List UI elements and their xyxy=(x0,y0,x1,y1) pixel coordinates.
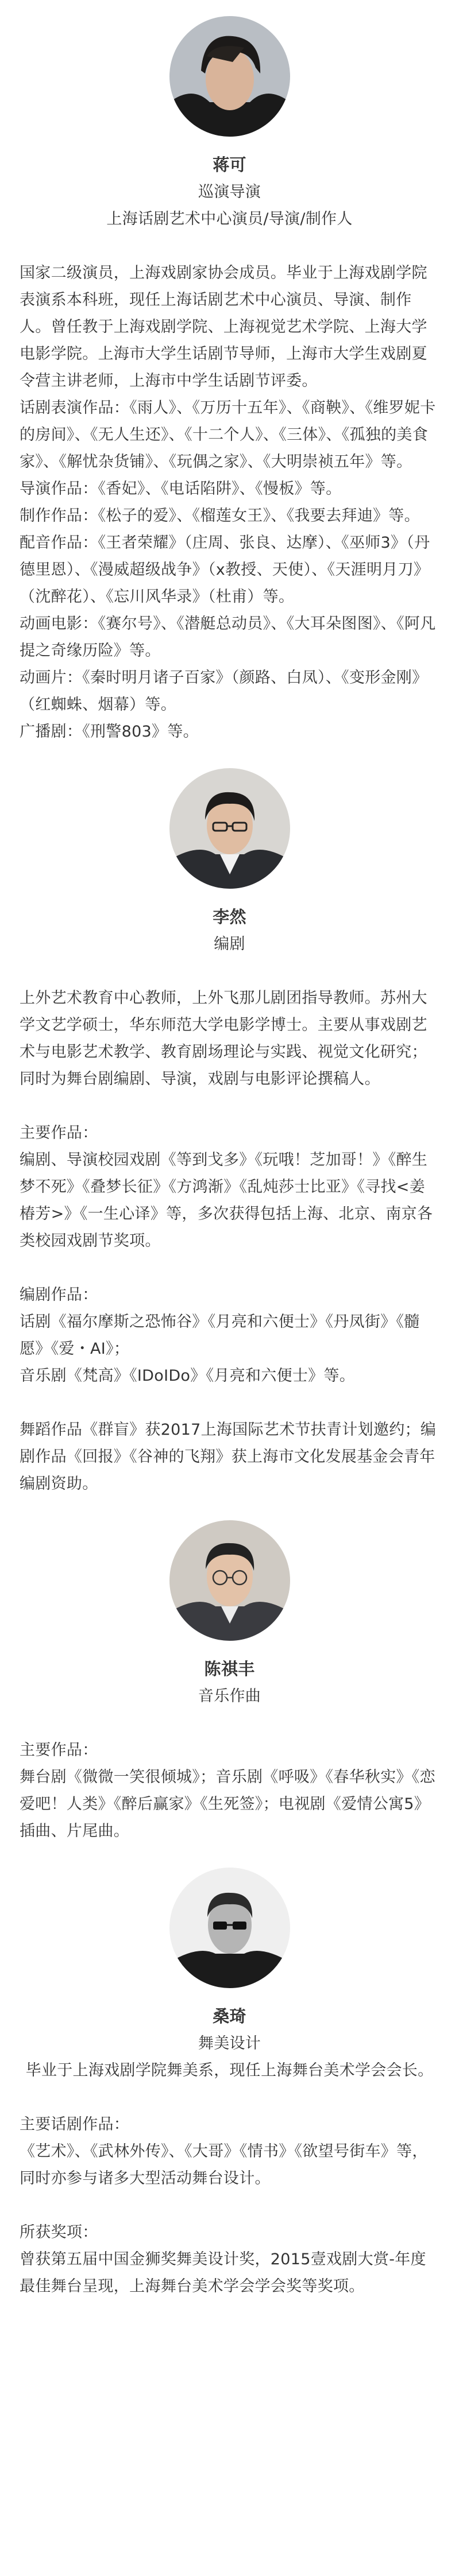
person-name: 桑琦 xyxy=(213,2006,246,2026)
person-role: 舞美设计 xyxy=(198,2035,261,2052)
avatar xyxy=(169,1868,290,1988)
bio-heading: 主要作品： xyxy=(20,1741,98,1759)
bio-heading: 编剧作品： xyxy=(20,1286,98,1304)
bio-paragraph: 配音作品：《王者荣耀》（庄周、张良、达摩）、《巫师3》（丹德里恩）、《漫威超级战争》（x教授、天使）、《天涯明月刀》（沈醉花）、《忘川风华录》（杜甫）等。 xyxy=(20,534,430,606)
person-name: 陈祺丰 xyxy=(204,1659,255,1679)
bio-heading: 所获奖项： xyxy=(20,2224,98,2241)
profile-liran xyxy=(20,768,439,1497)
bio-paragraph: 上外艺术教育中心教师，上外飞那儿剧团指导教师。苏州大学文艺学硕士，华东师范大学电影学博士。主要从事戏剧艺术与电影艺术教学、教育剧场理论与实践、视觉文化研究；同时为舞台剧编剧、导演，戏剧与电影评论撰稿人。 xyxy=(20,989,427,1088)
bio-paragraph: 《艺术》、《武林外传》、《大哥》《情书》《欲望号街车》等，同时亦参与诸多大型活动舞台设计。 xyxy=(20,2143,428,2187)
bio-paragraph: 话剧表演作品：《雨人》、《万历十五年》、《商鞅》、《维罗妮卡的房间》、《无人生还》、《十二个人》、《三体》、《孤独的美食家》、《解忧杂货铺》、《玩偶之家》、《大明崇祯五年》等。 xyxy=(20,399,436,471)
avatar xyxy=(169,768,290,889)
person-role: 毕业于上海戏剧学院舞美系，现任上海舞台美术学会会长。 xyxy=(25,2062,434,2079)
bio-paragraph: 国家二级演员，上海戏剧家协会成员。毕业于上海戏剧学院表演系本科班，现任上海话剧艺术中心演员、导演、制作人。曾任教于上海戏剧学院、上海视觉艺术学院、上海大学电影学院。上海市大学生话剧节导师，上海市大学生戏剧夏令营主讲老师，上海市中学生话剧节评委。 xyxy=(20,264,427,390)
bio-paragraph: 编剧、导演校园戏剧《等到戈多》《玩哦！芝加哥！》《醉生梦不死》《叠梦长征》《方鸿渐》《乱炖莎士比亚》《寻找<姜椿芳>》《一生心译》等，多次获得包括上海、北京、南京各类校园戏剧节奖项。 xyxy=(20,1151,433,1250)
bio-paragraph: 制作作品：《松子的爱》、《榴莲女王》、《我要去拜迪》等。 xyxy=(20,507,420,525)
bio-paragraph: 舞蹈作品《群盲》获2017上海国际艺术节扶青计划邀约；编剧作品《回报》《谷神的飞翔》获上海市文化发展基金会青年编剧资助。 xyxy=(20,1421,437,1493)
bio-heading: 主要话剧作品： xyxy=(20,2116,130,2133)
person-name: 蒋可 xyxy=(213,155,246,175)
bio-paragraph: 话剧《福尔摩斯之恐怖谷》《月亮和六便士》《丹凤街》《髓愿》《爱・AI》； xyxy=(20,1313,420,1358)
bio-paragraph: 广播剧：《刑警803》等。 xyxy=(20,723,199,741)
person-name: 李然 xyxy=(213,907,246,927)
person-role: 上海话剧艺术中心演员/导演/制作人 xyxy=(106,210,353,228)
avatar xyxy=(169,16,290,137)
person-role: 编剧 xyxy=(214,935,245,953)
person-role: 巡演导演 xyxy=(198,183,261,201)
bio-paragraph: 曾获第五届中国金狮奖舞美设计奖，2015壹戏剧大赏-年度最佳舞台呈现，上海舞台美术学会学会奖等奖项。 xyxy=(20,2250,426,2295)
avatar xyxy=(169,1520,290,1641)
bio-heading: 主要作品： xyxy=(20,1124,98,1142)
bio-paragraph: 音乐剧《梵高》《IDoIDo》《月亮和六便士》等。 xyxy=(20,1367,356,1385)
bio-paragraph: 动画片：《秦时明月诸子百家》（颜路、白凤）、《变形金刚》（红蜘蛛、烟幕）等。 xyxy=(20,669,428,714)
bio-paragraph: 舞台剧《微微一笑很倾城》；音乐剧《呼吸》《春华秋实》《恋爱吧！人类》《醉后赢家》《生死签》；电视剧《爱情公寓5》插曲、片尾曲。 xyxy=(20,1768,435,1840)
bio-paragraph: 导演作品：《香妃》、《电话陷阱》、《慢板》等。 xyxy=(20,480,342,498)
profile-jiangke xyxy=(20,16,439,745)
person-role: 音乐作曲 xyxy=(198,1687,261,1705)
profile-chenqifeng xyxy=(20,1520,439,1845)
bio-paragraph: 动画电影：《赛尔号》、《潜艇总动员》、《大耳朵图图》、《阿凡提之奇缘历险》等。 xyxy=(20,615,436,660)
profile-sangqi xyxy=(20,1868,439,2300)
